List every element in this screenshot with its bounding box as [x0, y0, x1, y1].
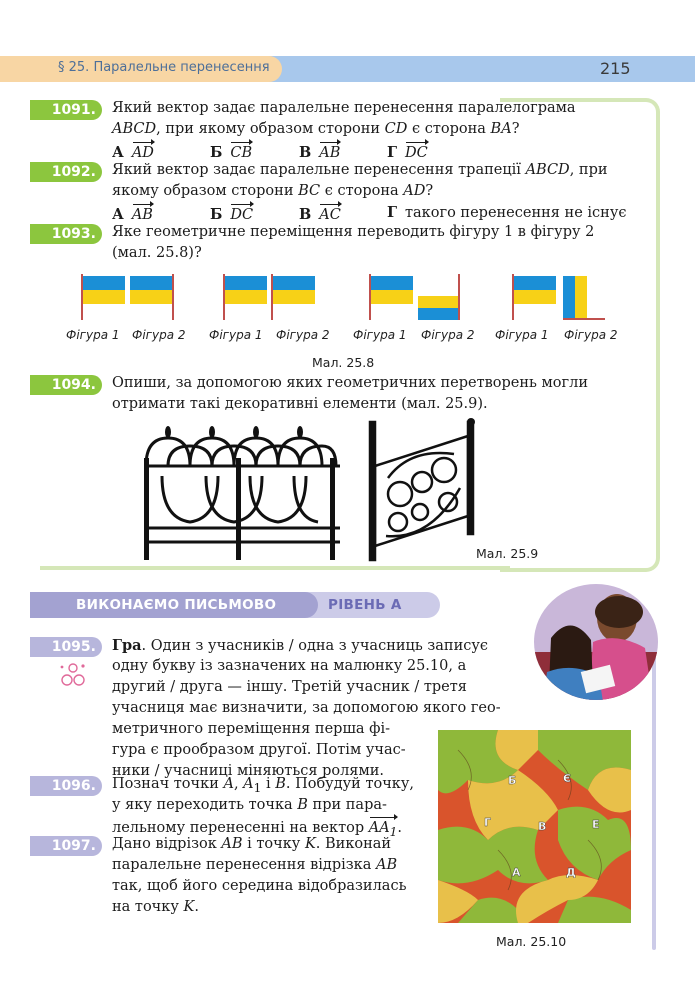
flag-pair-2: [223, 274, 315, 320]
lizard-tessellation-picture: [438, 730, 631, 923]
problem-1094-line2: отримати такі декоративні елементи (мал. 25.9).: [112, 396, 488, 412]
answer-option-v-1092[interactable]: В AC: [299, 203, 341, 225]
problem-1095-line1: Гра. Один з учасників / одна з учасниць записує: [112, 637, 489, 654]
answer-option-a-1092[interactable]: А AB: [112, 203, 153, 225]
problem-1095-line3: другий / друга — іншу. Третій учасник / третя: [112, 679, 467, 695]
gate-illustration: [360, 418, 485, 564]
flag-pair-1: [81, 274, 174, 320]
problem-1096-line2: у яку переходить точка B при пара-: [112, 797, 387, 813]
figure-label: Фігура 1: [353, 328, 407, 342]
answer-option-g-1091[interactable]: Г DC: [387, 141, 428, 163]
tessellation-letter: Є: [563, 772, 572, 785]
figure-caption-25-9: Мал. 25.9: [476, 546, 539, 561]
flag-pair-3: [369, 274, 460, 320]
students-photo: [533, 582, 659, 702]
problem-1095-line7: ники / учасниці міняються ролями.: [112, 763, 385, 779]
answer-option-g-1092[interactable]: Г такого перенесення не існує: [387, 204, 627, 221]
problem-1094-line1: Опиши, за допомогою яких геометричних перетворень могли: [112, 375, 588, 391]
problem-number-1094: 1094.: [30, 375, 102, 395]
tessellation-letter: Д: [566, 866, 576, 879]
problem-1095-line2: одну букву із зазначених на малюнку 25.10, а: [112, 658, 467, 674]
problem-1093-line2: (мал. 25.8)?: [112, 245, 202, 261]
flag-pair-4: [512, 274, 605, 320]
problem-1091-line2: ABCD, при якому образом сторони CD є сторона BA?: [112, 121, 520, 137]
figure-label: Фігура 1: [209, 328, 263, 342]
problem-1096-line1: Познач точки A, $A_1$ і B. Побудуй точку,: [112, 776, 414, 795]
section-title: § 25. Паралельне перенесення: [58, 60, 270, 75]
figure-label: Фігура 2: [421, 328, 475, 342]
problem-number-1093: 1093.: [30, 224, 102, 244]
figure-caption-25-8: Мал. 25.8: [312, 355, 375, 370]
figure-label: Фігура 2: [132, 328, 186, 342]
flags-figure-25-8: [0, 268, 695, 326]
problem-1097-line4: на точку K.: [112, 899, 199, 915]
problem-1095-line5: метричного переміщення перша фі-: [112, 721, 391, 737]
group-work-icon: [58, 660, 88, 688]
problem-number-1096: 1096.: [30, 776, 102, 796]
problem-number-1091: 1091.: [30, 100, 102, 120]
problem-number-1092: 1092.: [30, 162, 102, 182]
tessellation-letter: А: [512, 866, 521, 879]
problem-1096-line3: лельному перенесенні на вектор $AA_1$.: [112, 816, 402, 843]
problem-1097-line3: так, щоб його середина відобразилась: [112, 878, 407, 894]
answer-option-b-1092[interactable]: Б DC: [210, 203, 253, 225]
problem-1092-line1: Який вектор задає паралельне перенесення трапеції ABCD, при: [112, 162, 608, 178]
answer-option-v-1091[interactable]: В AB: [299, 141, 340, 163]
problems-frame-bottom: [40, 566, 510, 570]
problem-1091-line1: Який вектор задає паралельне перенесення паралелограма: [112, 100, 576, 116]
problem-1097-line2: паралельне перенесення відрізка AB: [112, 857, 398, 873]
problem-1092-line2: якому образом сторони BC є сторона AD?: [112, 183, 434, 199]
problem-number-1095: 1095.: [30, 637, 102, 657]
figure-label: Фігура 2: [276, 328, 330, 342]
section-heading: ВИКОНАЄМО ПИСЬМОВО: [76, 597, 277, 613]
problem-1095-line4: учасниця має визначити, за допомогою якого гео-: [112, 700, 501, 716]
tessellation-letter: Е: [592, 818, 600, 831]
figure-label: Фігура 1: [66, 328, 120, 342]
problem-number-1097: 1097.: [30, 836, 102, 856]
problem-1093-line1: Яке геометричне переміщення переводить фігуру 1 в фігуру 2: [112, 224, 595, 240]
tessellation-letter: Г: [484, 816, 492, 829]
problem-1095-line6: гура є прообразом другої. Потім учас-: [112, 742, 406, 758]
answer-option-b-1091[interactable]: Б CB: [210, 141, 252, 163]
problem-1097-line1: Дано відрізок AB і точку K. Виконай: [112, 836, 392, 852]
fence-illustration: [140, 418, 345, 566]
answer-option-a-1091[interactable]: А AD: [112, 141, 154, 163]
level-heading: РІВЕНЬ А: [328, 597, 402, 613]
figure-label: Фігура 1: [495, 328, 549, 342]
page-number: 215: [600, 59, 631, 78]
figure-label: Фігура 2: [564, 328, 618, 342]
figure-caption-25-10: Мал. 25.10: [496, 934, 567, 949]
tessellation-letter: Б: [508, 774, 517, 787]
tessellation-letter: В: [538, 820, 547, 833]
